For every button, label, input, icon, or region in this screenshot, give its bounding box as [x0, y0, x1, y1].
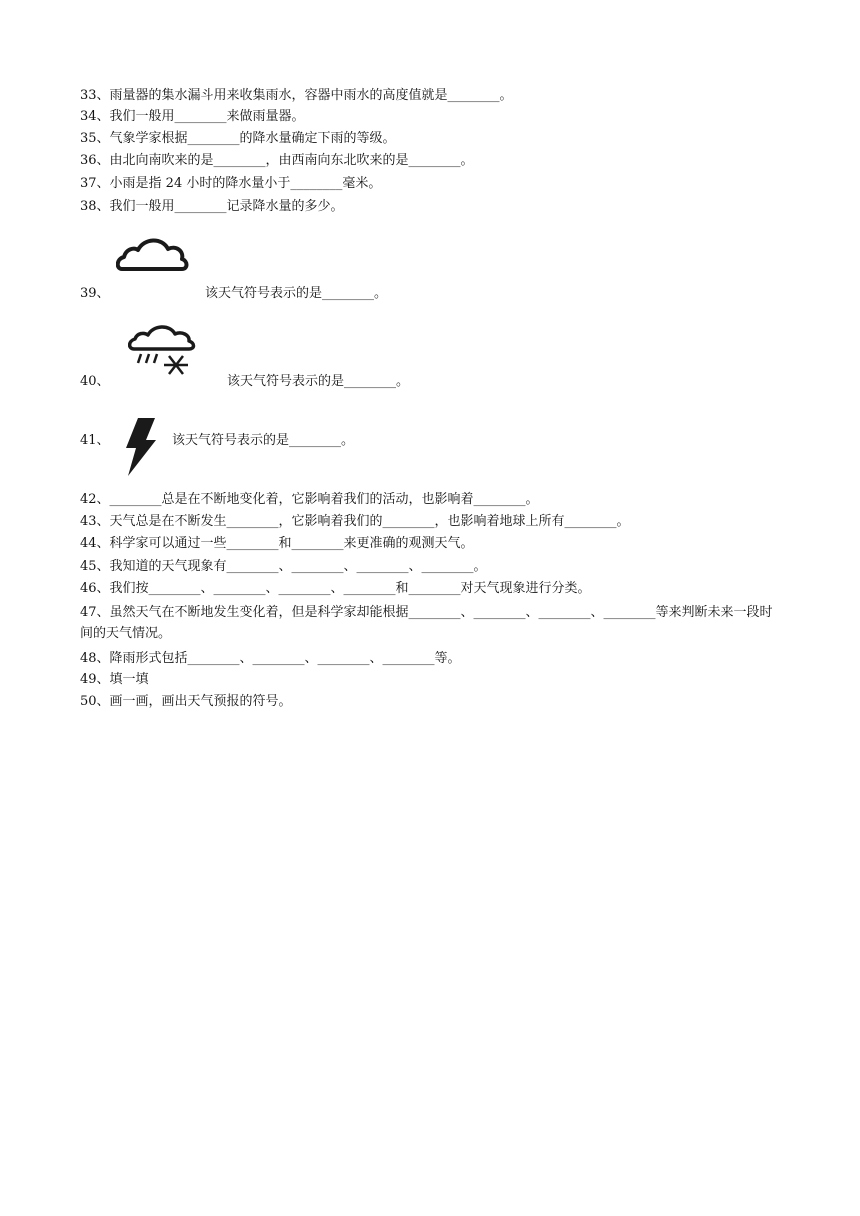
question-48: 48、降雨形式包括________、________、________、________等。: [80, 651, 461, 666]
question-33: 33、雨量器的集水漏斗用来收集雨水，容器中雨水的高度值就是________。: [80, 88, 513, 103]
question-40: 该天气符号表示的是________。: [227, 374, 410, 389]
question-38: 38、我们一般用________记录降水量的多少。: [80, 199, 344, 214]
sleet-symbol-icon: [128, 323, 208, 378]
question-40-number: 40、: [80, 374, 110, 389]
question-39: 该天气符号表示的是________。: [205, 286, 388, 301]
question-39-number: 39、: [80, 286, 110, 301]
question-49: 49、填一填: [80, 672, 149, 687]
question-44: 44、科学家可以通过一些________和________来更准确的观测天气。: [80, 536, 474, 551]
question-36: 36、由北向南吹来的是________，由西南向东北吹来的是________。: [80, 153, 474, 168]
question-41: 该天气符号表示的是________。: [172, 433, 355, 448]
cloudy-symbol-icon: [116, 235, 190, 275]
question-42: 42、________总是在不断地变化着，它影响着我们的活动，也影响着________。: [80, 492, 539, 507]
question-47: 47、虽然天气在不断地发生变化着，但是科学家却能根据________、________、________、________等来判断未来一段时间的天气情况。: [80, 605, 773, 641]
question-35: 35、气象学家根据________的降水量确定下雨的等级。: [80, 131, 396, 146]
question-46: 46、我们按________、________、________、________和________对天气现象进行分类。: [80, 581, 591, 596]
question-41-number: 41、: [80, 433, 110, 448]
question-37: 37、小雨是指 24 小时的降水量小于________毫米。: [80, 176, 382, 191]
question-43: 43、天气总是在不断发生________，它影响着我们的________，也影响着地球上所有________。: [80, 514, 630, 529]
question-45: 45、我知道的天气现象有________、________、________、________。: [80, 559, 487, 574]
question-34: 34、我们一般用________来做雨量器。: [80, 109, 305, 124]
question-50: 50、画一画，画出天气预报的符号。: [80, 694, 292, 709]
thunder-symbol-icon: [120, 416, 160, 478]
